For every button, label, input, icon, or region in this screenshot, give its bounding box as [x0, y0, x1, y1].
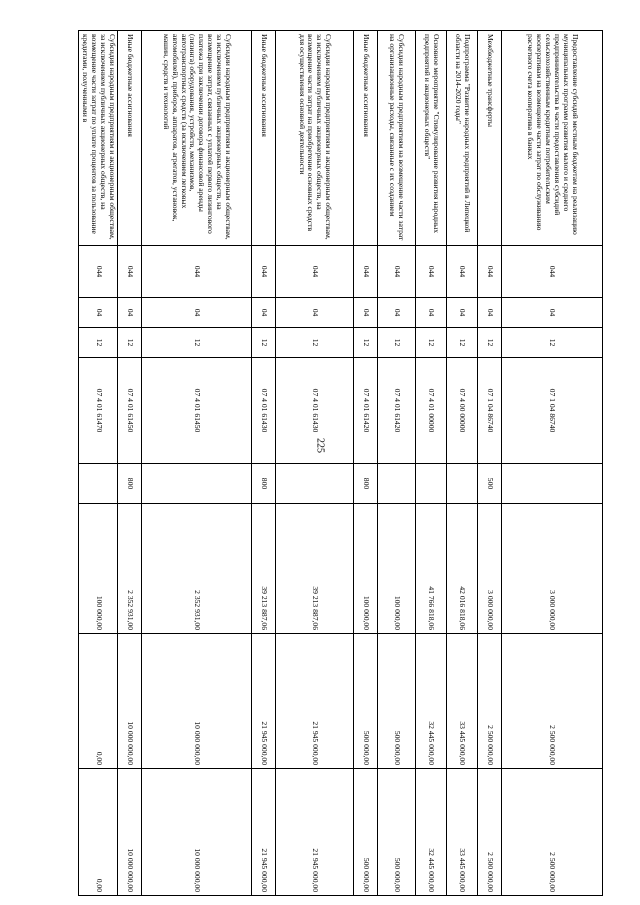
expense-type-code: 800: [118, 464, 142, 504]
row-name: Иные бюджетные ассигнования: [354, 31, 378, 246]
amount-2018: 39 213 887,06: [276, 504, 354, 634]
expense-type-code: [447, 464, 478, 504]
section-code: 04: [447, 298, 478, 328]
row-name: Подпрограмма "Развитие народных предприятий в Липецкой области на 2014-2020 годы": [447, 31, 478, 246]
table-row: [79, 31, 118, 896]
section-code: 04: [378, 298, 416, 328]
expense-type-code: [378, 464, 416, 504]
amount-2018: 3 000 000,00: [502, 504, 603, 634]
ved-code: 044: [478, 246, 502, 298]
subsection-code: 12: [354, 328, 378, 358]
amount-2018: 100 000,00: [79, 504, 118, 634]
target-article-code: 07 4 01 61450: [142, 358, 252, 464]
amount-2020: 500 000,00: [378, 769, 416, 896]
table-row: [416, 31, 447, 896]
amount-2019: 500 000,00: [354, 634, 378, 769]
amount-2018: 2 352 931,00: [118, 504, 142, 634]
row-name: Иные бюджетные ассигнования: [118, 31, 142, 246]
ved-code: 044: [79, 246, 118, 298]
amount-2019: 21 945 000,00: [276, 634, 354, 769]
section-code: 04: [79, 298, 118, 328]
row-name: Субсидии народным предприятиям и акционерным обществам, за исключением публичных акционерных обществ, на возмещение части затрат на приобретение основных средств для осуществления основной деятельности: [276, 31, 354, 246]
subsection-code: 12: [276, 328, 354, 358]
table-row: [276, 31, 354, 896]
expense-type-code: 800: [252, 464, 276, 504]
rotated-table-frame: [81, 30, 603, 895]
ved-code: 044: [416, 246, 447, 298]
amount-2020: 10 000 000,00: [118, 769, 142, 896]
table-row: [118, 31, 142, 896]
amount-2019: 10 000 000,00: [142, 634, 252, 769]
expense-type-code: 800: [354, 464, 378, 504]
ved-code: 044: [502, 246, 603, 298]
table-row: [502, 31, 603, 896]
table-body: [79, 31, 603, 896]
subsection-code: 12: [142, 328, 252, 358]
table-row: [478, 31, 502, 896]
row-name: Основное мероприятие "Стимулирование развития народных предприятий и акционерных обществ": [416, 31, 447, 246]
subsection-code: 12: [416, 328, 447, 358]
amount-2019: 2 500 000,00: [478, 634, 502, 769]
row-name: Субсидии народным предприятиям и акционерным обществам, за исключением публичных акционерных обществ, на возмещение части затрат по уплате процентов за пользование кредитами, полученными в: [79, 31, 118, 246]
subsection-code: 12: [478, 328, 502, 358]
subsection-code: 12: [252, 328, 276, 358]
target-article-code: 07 4 01 61430: [276, 358, 354, 464]
target-article-code: 07 4 01 61450: [118, 358, 142, 464]
ved-code: 044: [252, 246, 276, 298]
amount-2019: 33 445 000,00: [447, 634, 478, 769]
amount-2019: 10 000 000,00: [118, 634, 142, 769]
section-code: 04: [354, 298, 378, 328]
amount-2020: 21 945 000,00: [252, 769, 276, 896]
ved-code: 044: [354, 246, 378, 298]
amount-2018: 41 766 818,06: [416, 504, 447, 634]
amount-2018: 100 000,00: [354, 504, 378, 634]
expense-type-code: [79, 464, 118, 504]
target-article-code: 07 1 04 86740: [502, 358, 603, 464]
subsection-code: 12: [447, 328, 478, 358]
section-code: 04: [142, 298, 252, 328]
amount-2018: 2 352 931,00: [142, 504, 252, 634]
section-code: 04: [118, 298, 142, 328]
amount-2019: 0,00: [79, 634, 118, 769]
budget-table: [78, 30, 603, 896]
target-article-code: 07 4 00 00000: [447, 358, 478, 464]
expense-type-code: 500: [478, 464, 502, 504]
section-code: 04: [502, 298, 603, 328]
table-row: [447, 31, 478, 896]
amount-2020: 2 500 000,00: [502, 769, 603, 896]
expense-type-code: [502, 464, 603, 504]
amount-2020: 500 000,00: [354, 769, 378, 896]
amount-2020: 0,00: [79, 769, 118, 896]
amount-2019: 21 945 000,00: [252, 634, 276, 769]
subsection-code: 12: [79, 328, 118, 358]
table-row: [378, 31, 416, 896]
row-name: Субсидии народным предприятиям на возмещение части затрат на организационные расходы, связанные с их созданием: [378, 31, 416, 246]
amount-2018: 39 213 887,06: [252, 504, 276, 634]
rotated-table-container: [81, 30, 603, 895]
row-name: Предоставление субсидий местным бюджетам на реализацию муниципальных программ развития малого и среднего предпринимательства в части предоставления субсидий сельскохозяйственным кредитным потребительским кооперативам на возмещение части затрат по обслуживанию расчетного счета кооператива в банках: [502, 31, 603, 246]
amount-2019: 2 500 000,00: [502, 634, 603, 769]
amount-2018: 100 000,00: [378, 504, 416, 634]
expense-type-code: [142, 464, 252, 504]
amount-2020: 33 445 000,00: [447, 769, 478, 896]
row-name: Иные бюджетные ассигнования: [252, 31, 276, 246]
amount-2018: 3 000 000,00: [478, 504, 502, 634]
amount-2018: 42 016 818,06: [447, 504, 478, 634]
row-name: Субсидии народным предприятиям и акционерным обществам, за исключением публичных акционерных обществ, на возмещение затрат, связанных с уплатой первого лизингового платежа при заключении договора финансовой аренды (лизинга) оборудования, устройств, механизмов, автотранспортных средств (за исключением легковых автомобилей), приборов, аппаратов, агрегатов, установок, машин, средств и технологий: [142, 31, 252, 246]
target-article-code: 07 4 01 00000: [416, 358, 447, 464]
row-name: Межбюджетные трансферты: [478, 31, 502, 246]
ved-code: 044: [142, 246, 252, 298]
expense-type-code: [416, 464, 447, 504]
subsection-code: 12: [118, 328, 142, 358]
ved-code: 044: [378, 246, 416, 298]
target-article-code: 07 4 01 61430: [252, 358, 276, 464]
target-article-code: 07 4 01 61470: [79, 358, 118, 464]
expense-type-code: [276, 464, 354, 504]
page-number: 225: [314, 438, 326, 453]
target-article-code: 07 1 04 86740: [478, 358, 502, 464]
ved-code: 044: [118, 246, 142, 298]
ved-code: 044: [447, 246, 478, 298]
section-code: 04: [478, 298, 502, 328]
amount-2020: 32 445 000,00: [416, 769, 447, 896]
section-code: 04: [416, 298, 447, 328]
target-article-code: 07 4 01 61420: [354, 358, 378, 464]
amount-2020: 10 000 000,00: [142, 769, 252, 896]
section-code: 04: [276, 298, 354, 328]
target-article-code: 07 4 01 61420: [378, 358, 416, 464]
amount-2020: 21 945 000,00: [276, 769, 354, 896]
subsection-code: 12: [378, 328, 416, 358]
amount-2020: 2 500 000,00: [478, 769, 502, 896]
table-row: [354, 31, 378, 896]
subsection-code: 12: [502, 328, 603, 358]
table-row: [252, 31, 276, 896]
ved-code: 044: [276, 246, 354, 298]
amount-2019: 32 445 000,00: [416, 634, 447, 769]
table-row: [142, 31, 252, 896]
section-code: 04: [252, 298, 276, 328]
amount-2019: 500 000,00: [378, 634, 416, 769]
